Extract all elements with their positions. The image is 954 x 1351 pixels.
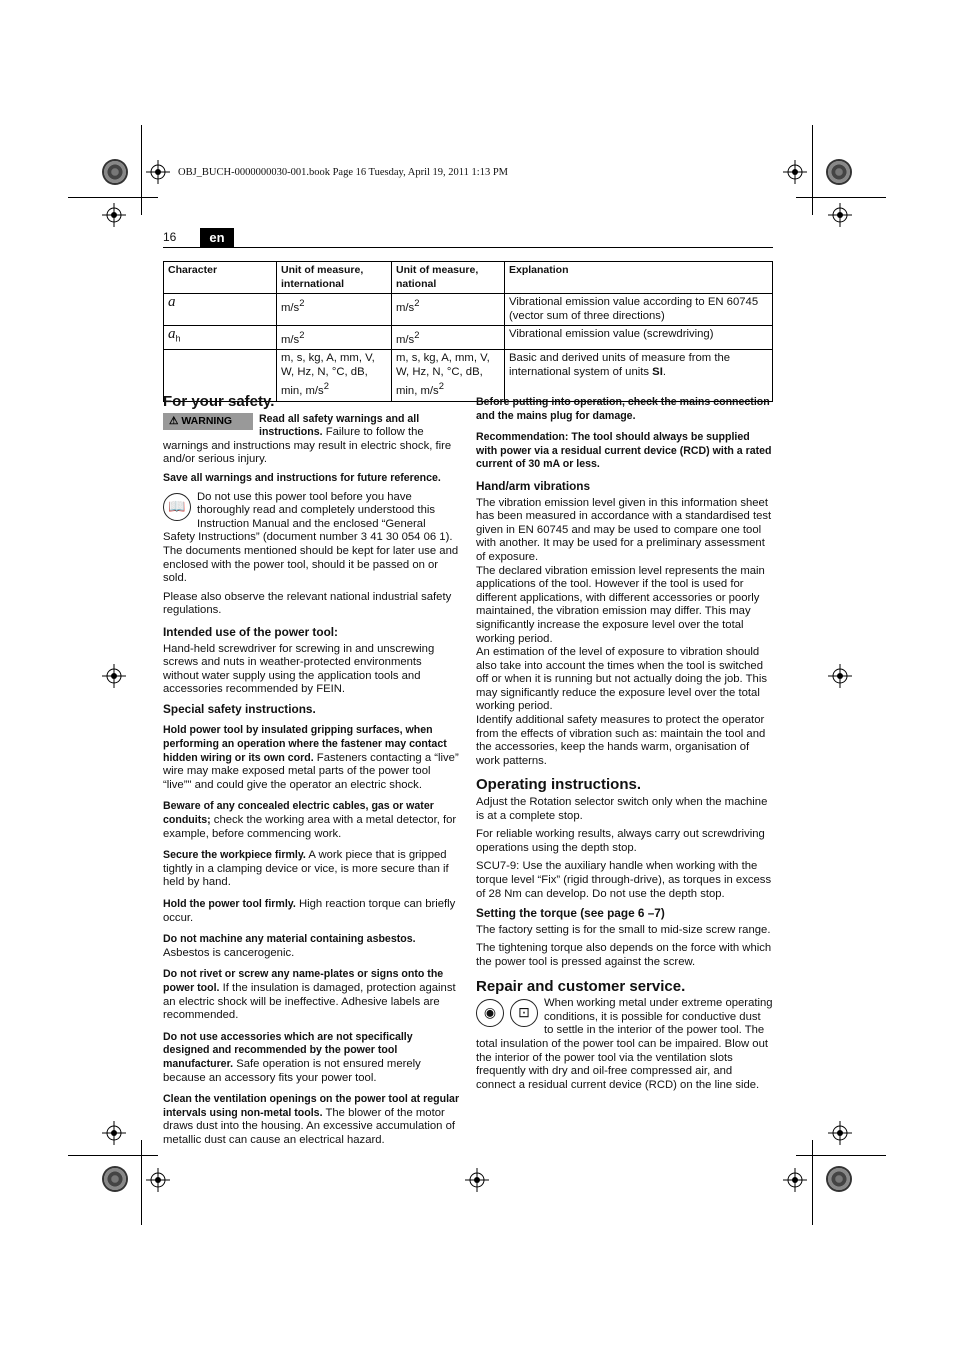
crosshair-icon — [146, 1168, 170, 1192]
right-column — [476, 396, 773, 1097]
rcd-recommendation: Recommendation: The tool should always be supplied with power via a residual current device (RCD) with a rated current of 30 mA or less. — [476, 431, 772, 471]
table-header-cell: Character — [164, 262, 277, 294]
repair-title: Repair and customer service. — [476, 977, 686, 995]
header-rule — [163, 247, 773, 248]
crop-mark — [68, 197, 158, 198]
crosshair-icon — [828, 1121, 852, 1145]
operating-title: Operating instructions. — [476, 776, 642, 794]
table-header-cell: Unit of measure, national — [392, 262, 505, 294]
crosshair-icon — [828, 203, 852, 227]
crosshair-icon — [102, 1121, 126, 1145]
intended-use-text: Hand-held screwdriver for screwing in and unscrewing screws and nuts in weather-protected environments without water supply using the application tools and accessories recommended by FEIN. — [163, 642, 435, 696]
torque-paragraph: The factory setting is for the small to mid-size screw range. — [476, 923, 771, 936]
table-cell: $m/s^2$ — [277, 294, 392, 326]
crosshair-icon — [102, 203, 126, 227]
table-cell: Vibrational emission value (screwdriving) — [505, 326, 773, 350]
crosshair-icon — [465, 1168, 489, 1192]
safety-item: Clean the ventilation openings on the power tool at regular intervals using non-metal tools. The blower of the motor draws dust into the housing. An excessive accumulation of metallic dust can cause an electrical hazard. — [163, 1093, 460, 1146]
table-cell: $m/s^2$ — [392, 294, 505, 326]
crosshair-icon — [102, 664, 126, 688]
observe-paragraph: Please also observe the relevant national industrial safety regulations. — [163, 590, 452, 617]
safety-item: Hold the power tool firmly. High reaction torque can briefly occur. — [163, 898, 456, 924]
crop-mark — [141, 125, 142, 215]
vibrations-heading: Hand/arm vibrations — [476, 478, 591, 493]
table-cell-character: a — [164, 294, 277, 326]
crop-mark — [812, 1140, 813, 1225]
crop-mark — [141, 1140, 142, 1225]
table-cell: Vibrational emission value according to EN 60745 (vector sum of three directions) — [505, 294, 773, 326]
registration-disc-icon — [102, 1166, 128, 1192]
safety-item: Hold power tool by insulated gripping surfaces, when performing an operation where the fastener may contact hidden wiring or its own cord. Fasteners contacting a “live” wire may make exposed metal parts of the power tool “live”" and could give the operator an electric shock. — [163, 724, 459, 791]
safety-title: For your safety. — [163, 393, 275, 410]
before-operation-note: Before putting into operation, check the mains connection and the mains plug for damage. — [476, 396, 770, 422]
units-table — [163, 261, 773, 402]
crop-mark — [812, 125, 813, 215]
registration-disc-icon — [102, 159, 128, 185]
table-cell: m, s, kg, A, mm, V, W, Hz, N, °C, dB, min, $m/s^2$ — [392, 350, 505, 401]
registration-disc-icon — [826, 159, 852, 185]
protective-goggles-icon: ◉ — [476, 999, 504, 1027]
read-manual-icon: 📖 — [163, 493, 191, 521]
repair-paragraph: ◉ ⊡ When working metal under extreme operating conditions, it is possible for conductive dust to settle in the interior of the power tool. The total insulation of the power tool can be impaired. Blow out the interior of the power tool via the ventilation slots frequently with dry and oil-free compressed air, and connect a residual current device (RCD) on the line side. — [476, 997, 773, 1091]
manual-paragraph: 📖 Do not use this power tool before you have thoroughly read and completely understood this Instruction Manual and the enclosed “General Safety Instructions” (document number 3 41 30 054 06 1). The documents mentioned should be kept for later use and enclosed with the power tool, should it be passed on or sold. — [163, 490, 459, 585]
warning-badge: ⚠ WARNING — [163, 413, 253, 431]
crop-mark — [796, 1155, 886, 1156]
special-safety-heading: Special safety instructions. — [163, 701, 316, 716]
vibration-paragraph: An estimation of the level of exposure to vibration should also take into account the times when the tool is switched off or when it is running but not actually doing the job. This may significantly reduce the exposure level over the total working period. — [476, 646, 767, 713]
torque-heading: Setting the torque (see page 6 –7) — [476, 906, 665, 921]
operating-paragraph: For reliable working results, always carry out screwdriving operations using the depth stop. — [476, 828, 765, 854]
crosshair-icon — [783, 160, 807, 184]
registration-disc-icon — [826, 1166, 852, 1192]
warning-paragraph: ⚠ WARNING Read all safety warnings and all instructions. Failure to follow the warnings and instructions may result in electric shock, fire and/or serious injury. — [163, 412, 452, 466]
vibration-paragraph: The declared vibration emission level represents the main applications of the tool. However if the tool is used for different applications, with different accessories or poorly maintained, the vibration emission may differ. This may significantly increase the exposure level over the total working period. — [476, 564, 765, 645]
vibration-paragraph: Identify additional safety measures to protect the operator from the effects of vibration such as: maintain the tool and the accessories, keep the hands warm, organisation of work patterns. — [476, 714, 766, 767]
safety-item: Beware of any concealed electric cables, gas or water conduits; check the working area with a metal detector, for example, before commencing work. — [163, 800, 457, 840]
language-badge: en — [200, 228, 234, 247]
table-cell: $m/s^2$ — [392, 326, 505, 350]
safety-item: Do not rivet or screw any name-plates or signs onto the power tool. If the insulation is damaged, protection against an electric shock will be ineffective. Adhesive labels are recommended. — [163, 968, 456, 1022]
table-header-row — [164, 262, 773, 294]
table-row — [164, 326, 773, 350]
save-instructions: Save all warnings and instructions for future reference. — [163, 471, 441, 484]
table-header-cell: Explanation — [505, 262, 773, 294]
page-number: 16 — [163, 230, 177, 244]
table-header-cell: Unit of measure, international — [277, 262, 392, 294]
operating-paragraph: Adjust the Rotation selector switch only when the machine is at a complete stop. — [476, 796, 768, 822]
table-cell-character: $a_h$ — [164, 326, 277, 350]
left-column — [163, 395, 460, 1156]
table-row — [164, 294, 773, 326]
safety-item: Secure the workpiece firmly. A work piece that is gripped tightly in a clamping device or vice, is more secure than if held by hand. — [163, 849, 449, 889]
crop-mark — [68, 1155, 158, 1156]
crop-mark — [796, 197, 886, 198]
crosshair-icon — [828, 664, 852, 688]
safety-item: Do not machine any material containing asbestos. Asbestos is cancerogenic. — [163, 933, 416, 959]
compressed-air-icon: ⊡ — [510, 999, 538, 1027]
operating-paragraph: SCU7-9: Use the auxiliary handle when working with the torque level “Fix” (rigid through-drive), as torques in excess of 28 Nm can develop. Do not use the depth stop. — [476, 860, 772, 900]
safety-item: Do not use accessories which are not specifically designed and recommended by the power tool manufacturer. Safe operation is not ensured merely because an accessory fits your power tool. — [163, 1030, 421, 1084]
table-cell: m, s, kg, A, mm, V, W, Hz, N, °C, dB, min, $m/s^2$ — [277, 350, 392, 401]
file-info-line: OBJ_BUCH-0000000030-001.book Page 16 Tuesday, April 19, 2011 1:13 PM — [178, 167, 508, 178]
intended-use-heading: Intended use of the power tool: — [163, 624, 338, 639]
table-cell: $m/s^2$ — [277, 326, 392, 350]
crosshair-icon — [146, 160, 170, 184]
crosshair-icon — [783, 1168, 807, 1192]
vibration-paragraph: The vibration emission level given in this information sheet has been measured in accordance with a standardised test given in EN 60745 and may be used to compare one tool with another. It may be used for a preliminary assessment of exposure. — [476, 496, 772, 563]
torque-paragraph: The tightening torque also depends on the force with which the power tool is pressed against the screw. — [476, 942, 772, 968]
table-cell: Basic and derived units of measure from the international system of units SI. — [505, 350, 773, 401]
